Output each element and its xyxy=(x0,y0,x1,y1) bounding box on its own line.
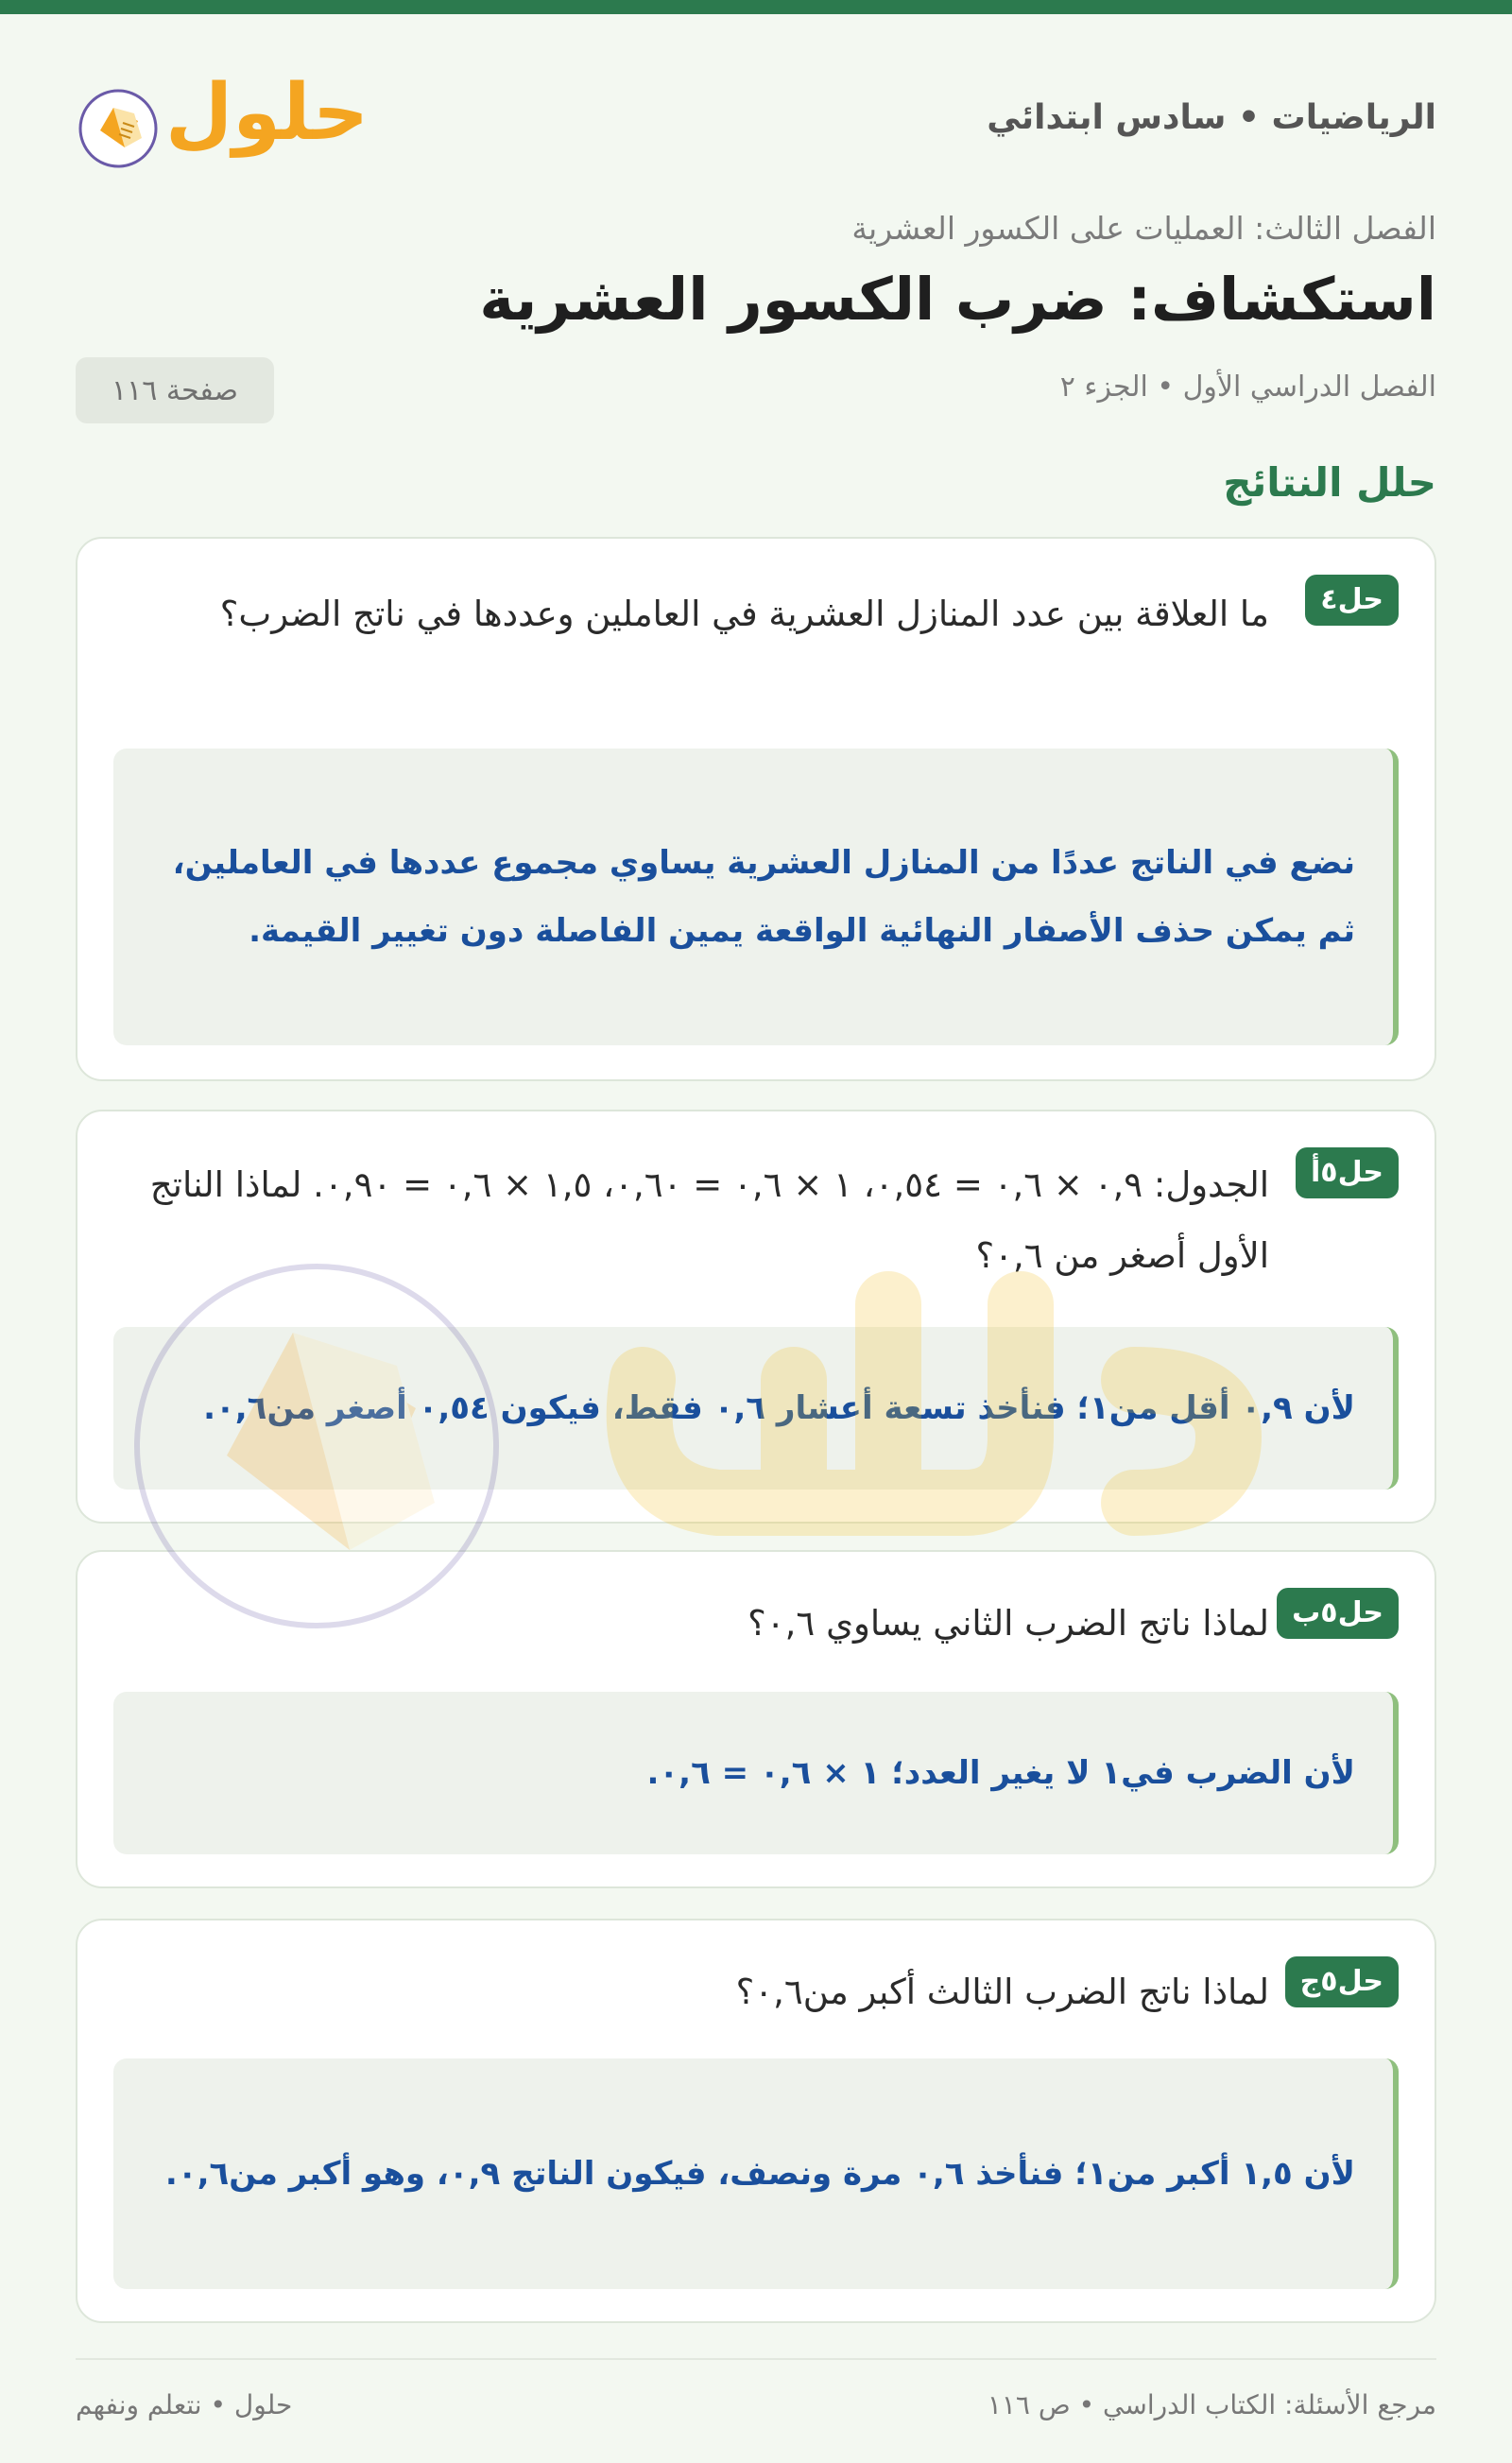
answer-text: لأن الضرب في١ لا يغير العدد؛ ١ × ٠,٦ = ٠,٦. xyxy=(646,1754,1355,1792)
question-badge: حل٤ xyxy=(1305,575,1399,626)
question-badge: حل٥ج xyxy=(1285,1956,1399,2007)
answer-text: نضع في الناتج عددًا من المنازل العشرية يساوي مجموع عددها في العاملين، ثم يمكن حذف الأصفار النهائية الواقعة يمين الفاصلة دون تغيير القيمة. xyxy=(172,844,1355,950)
question-badge: حل٥أ xyxy=(1296,1147,1399,1198)
footer-divider xyxy=(76,2358,1436,2360)
question-text: الجدول: ٠,٩ × ٠,٦ = ٠,٥٤، ١ × ٠,٦ = ٠,٦٠، ١,٥ × ٠,٦ = ٠,٩٠. لماذا الناتج الأول أصغر من ٠,٦؟ xyxy=(149,1164,1269,1276)
answer-box xyxy=(113,749,1399,1045)
question-text: لماذا ناتج الضرب الثاني يساوي ٠,٦؟ xyxy=(747,1603,1269,1644)
question-card xyxy=(76,1110,1436,1524)
answer-box xyxy=(113,1327,1399,1490)
answer-box xyxy=(113,2058,1399,2289)
answer-text: لأن ١,٥ أكبر من١؛ فنأخذ ٠,٦ مرة ونصف، فيكون الناتج ٠,٩، وهو أكبر من٠,٦. xyxy=(164,2155,1355,2193)
answer-box xyxy=(113,1692,1399,1854)
top-accent-bar xyxy=(0,0,1512,14)
brand-logo[interactable] xyxy=(76,64,369,178)
page-number-badge: صفحة ١١٦ xyxy=(76,357,274,423)
question-card xyxy=(76,537,1436,1081)
page-title: استكشاف: ضرب الكسور العشرية xyxy=(479,265,1436,334)
chapter-label: الفصل الثالث: العمليات على الكسور العشرية xyxy=(851,210,1436,247)
subject-label: الرياضيات • سادس ابتدائي xyxy=(987,98,1436,137)
question-text: لماذا ناتج الضرب الثالث أكبر من٠,٦؟ xyxy=(735,1972,1269,2012)
brand-name: حلول xyxy=(165,68,369,158)
question-card xyxy=(76,1550,1436,1888)
section-title: حلل النتائج xyxy=(1223,459,1436,506)
footer-tagline: حلول • نتعلم ونفهم xyxy=(76,2389,293,2420)
question-badge: حل٥ب xyxy=(1277,1588,1399,1639)
page-header xyxy=(76,57,1436,180)
question-text: ما العلاقة بين عدد المنازل العشرية في العاملين وعددها في ناتج الضرب؟ xyxy=(219,594,1269,634)
footer-reference: مرجع الأسئلة: الكتاب الدراسي • ص ١١٦ xyxy=(987,2389,1436,2420)
answer-text: لأن ٠,٩ أقل من١؛ فنأخذ تسعة أعشار ٠,٦ فقط، فيكون ٠,٥٤ أصغر من٠,٦. xyxy=(203,1389,1355,1427)
term-label: الفصل الدراسي الأول • الجزء ٢ xyxy=(1059,370,1436,404)
question-card xyxy=(76,1919,1436,2323)
